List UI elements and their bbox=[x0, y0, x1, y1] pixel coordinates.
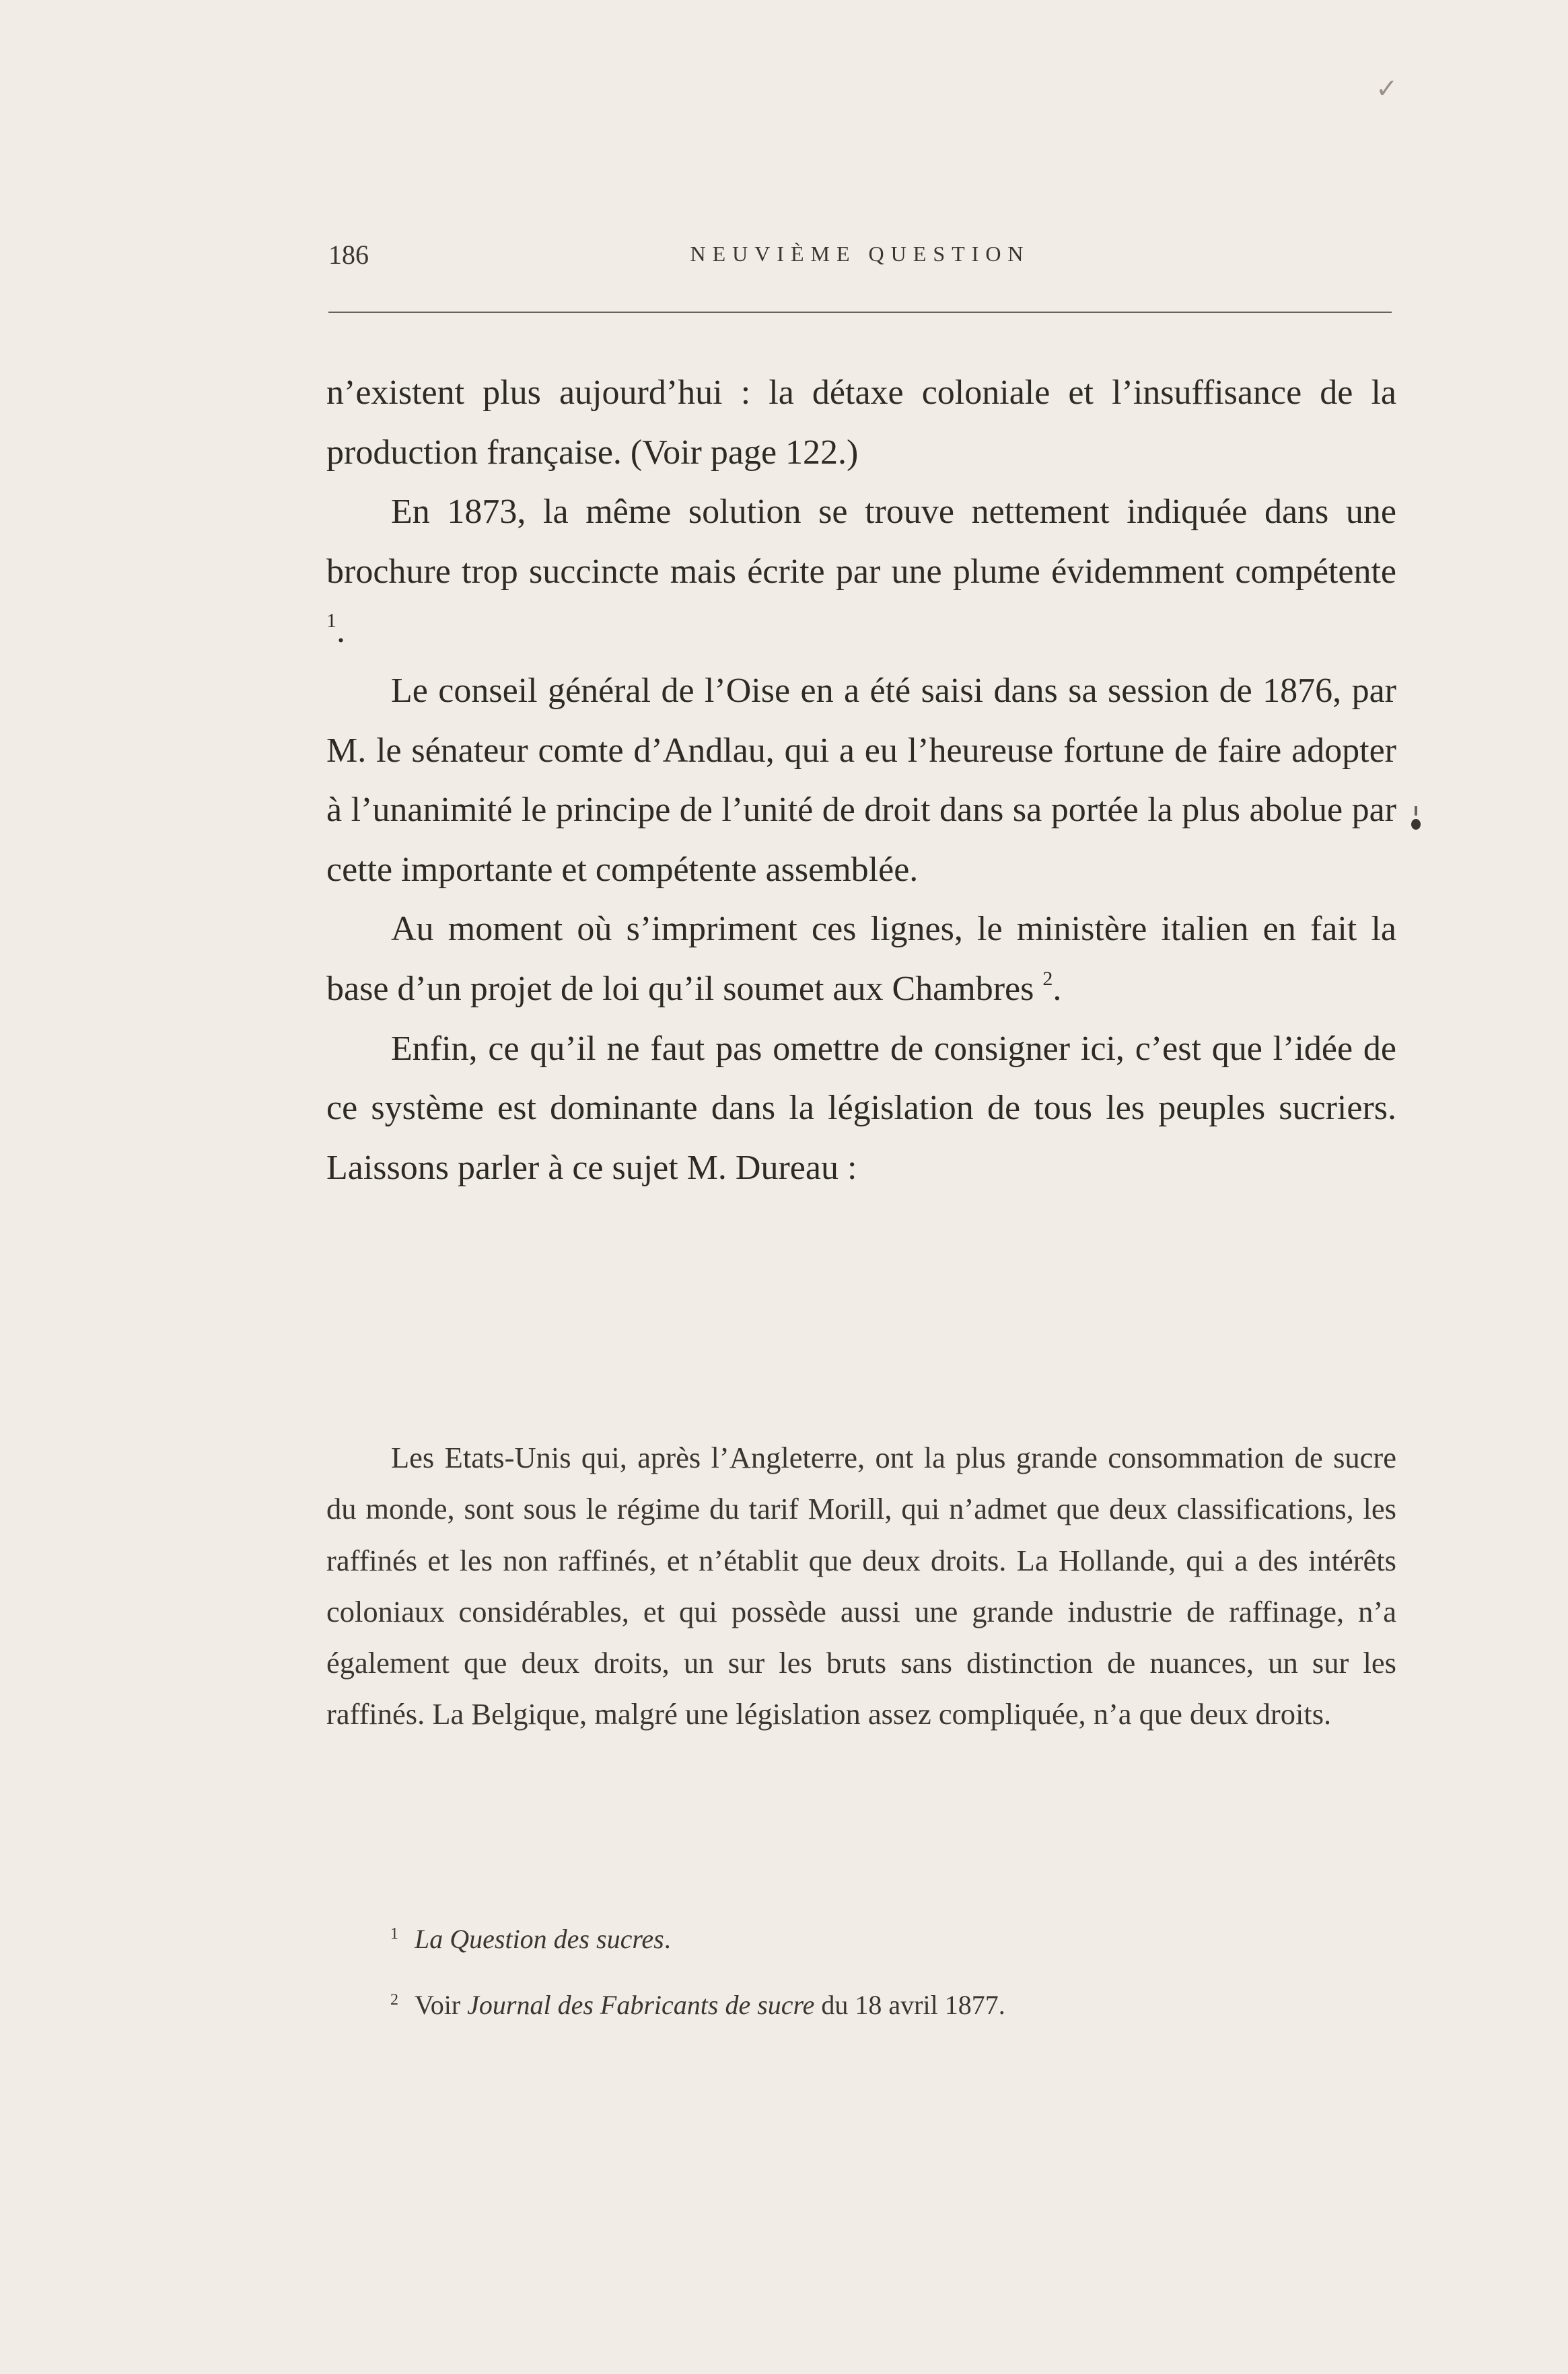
footnote-prefix: Voir bbox=[415, 1990, 468, 2020]
footnote-title: Journal des Fabricants de sucre bbox=[467, 1990, 815, 2020]
running-head bbox=[328, 239, 1392, 279]
chapter-title: NEUVIÈME QUESTION bbox=[690, 242, 1030, 266]
paragraph-3: Le conseil général de l’Oise en a été saisi dans sa session de 1876, par M. le sénateur comte d’Andlau, qui a eu l’heureuse fortune de faire adopter à l’unanimité le principe de l’unité de droit dans sa portée la plus abolue par cette importante et compétente assemblée. bbox=[326, 671, 1396, 889]
pencil-check-mark: ✓ bbox=[1376, 73, 1398, 104]
header-rule bbox=[328, 312, 1392, 313]
paragraph-2 bbox=[326, 482, 1396, 661]
paragraph-1: n’existent plus aujourd’hui : la détaxe coloniale et l’insuffisance de la production française. (Voir page 122.) bbox=[326, 373, 1396, 472]
footnote-suffix: . bbox=[664, 1924, 671, 1954]
main-text bbox=[326, 363, 1396, 1198]
page-number: 186 bbox=[328, 240, 369, 270]
paragraph-2-end: . bbox=[336, 612, 345, 651]
footnote-suffix: du 18 avril 1877. bbox=[814, 1990, 1005, 2020]
footnote-marker: 1 bbox=[390, 1925, 398, 1943]
paragraph-4-text: Au moment où s’impriment ces lignes, le ministère italien en fait la base d’un projet de loi qu’il soumet aux Chambres bbox=[326, 910, 1396, 1008]
footnote-2 bbox=[390, 1980, 1386, 2020]
paragraph-5: Enfin, ce qu’il ne faut pas omettre de consigner ici, c’est que l’idée de ce système est dominante dans la législation de tous les peuples sucriers. Laissons parler à ce sujet M. Dureau : bbox=[326, 1029, 1396, 1187]
quote-paragraph: Les Etats-Unis qui, après l’Angleterre, ont la plus grande consommation de sucre du monde, sont sous le régime du tarif Morill, qui n’admet que deux classifications, les raffinés et les non raffinés, et n’établit que deux droits. La Hollande, qui a des intérêts coloniaux considérables, et qui possède aussi une grande industrie de raffinage, n’a également que deux droits, un sur les bruts sans distinction de nuances, un sur les raffinés. La Belgique, malgré une législation assez compliquée, n’a que deux droits. bbox=[326, 1441, 1396, 1731]
paragraph-4-end: . bbox=[1053, 969, 1062, 1008]
footnote-marker: 2 bbox=[390, 1991, 398, 2009]
footnote-ref-2[interactable]: 2 bbox=[1042, 967, 1053, 990]
paragraph-4 bbox=[326, 900, 1396, 1019]
block-quote bbox=[326, 1432, 1396, 1740]
footnote-title: La Question des sucres bbox=[415, 1924, 664, 1954]
margin-mark-stem bbox=[1415, 806, 1417, 816]
footnotes bbox=[390, 1914, 1386, 2020]
margin-ink-dot bbox=[1411, 819, 1421, 830]
paragraph-2-text: En 1873, la même solution se trouve nettement indiquée dans une brochure trop succincte mais écrite par une plume évidemment compétente bbox=[326, 493, 1396, 591]
footnote-ref-1[interactable]: 1 bbox=[326, 610, 336, 633]
footnote-1 bbox=[390, 1914, 1386, 1954]
